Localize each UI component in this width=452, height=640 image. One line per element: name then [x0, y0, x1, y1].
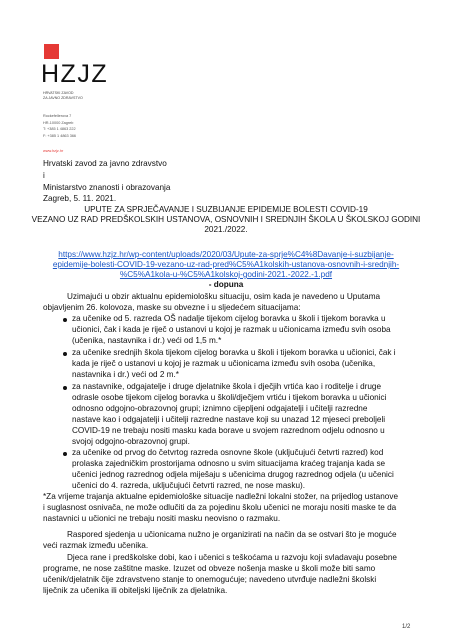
source-url-text[interactable]: https://www.hzjz.hr/wp-content/uploads/2020/03/Upute-za-sprje%C4%8Davanje-i-suzbijanje- [58, 250, 394, 259]
institution-subtitle [43, 91, 83, 100]
address-block [43, 113, 76, 139]
subtitle-line: HRVATSKI ZAVOD [43, 91, 74, 95]
intro-line: Uzimajući u obzir aktualnu epidemiološku situaciju, osim kada je navedeno u Uputama [67, 292, 381, 301]
bullet-line: učionici, čak i kada je riječ o ustanovi u kojoj je razmak u učionicama između svih osoba [72, 325, 391, 334]
bullet-dot [63, 352, 67, 356]
document-date: Zagreb, 5. 11. 2021. [43, 194, 117, 203]
bullet-dot [63, 386, 67, 390]
bullet-dot [63, 452, 67, 456]
paragraph-line: Raspored sjedenja u učionicama nužno je organizirati na način da se ostvari što je moguće [67, 530, 397, 539]
source-url-line[interactable] [30, 250, 422, 260]
dopuna-label [0, 280, 452, 290]
paragraph-line: učenik/djelatnik čije zdravstveno stanje to onemogućuje; navedeno utvrđuje nadležni školski [43, 575, 377, 584]
logo-red-square [44, 44, 59, 59]
source-url-text[interactable]: epidemije-bolesti-COVID-19-vezano-uz-rad-pred%C5%A1kolskih-ustanova-osnovnih-i-srednjih- [52, 260, 400, 269]
paragraph-line: programe, ne nose zaštitne maske. Izuzet od obveze nošenja maske u školi može biti samo [43, 564, 376, 573]
bullet-line: kada je riječ o ustanovi u kojoj je razmak u učionicama između svih osoba (učenika, [72, 359, 376, 368]
source-url-line[interactable] [30, 270, 422, 280]
source-url-text[interactable]: %C5%A1kola-u-%C5%A1kolskoj-godini-2021.-2022.-1.pdf [119, 270, 333, 279]
address-line: Rockefellerova 7 [43, 114, 72, 118]
dopuna-text: - dopuna [208, 280, 244, 289]
source-url-line[interactable] [30, 260, 422, 270]
bullet-line: učenici do 4. razreda, uključujući četvrti razred, ne nose masku). [72, 481, 305, 490]
subtitle-line: ZA JAVNO ZDRAVSTVO [43, 95, 83, 100]
address-line: HR-10000 Zagreb [43, 120, 74, 125]
recipient-line: i [43, 171, 45, 180]
bullet-line: nastavnika i dr.) veći od 2 m.* [72, 370, 179, 379]
bullet-line: COVID-19 ne trebaju nositi masku kada borave u svojem razrednom odjelu odnosno u [72, 426, 385, 435]
recipient-line: Ministarstvo znanosti i obrazovanja [43, 183, 171, 192]
address-line: F: +385 1 4863 366 [43, 133, 77, 138]
note-line: *Za vrijeme trajanja aktualne epidemiološke situacije nadležni lokalni stožer, na prijedlog ustanove [43, 492, 398, 501]
bullet-line: svojoj odgojno-obrazovnoj grupi. [72, 437, 190, 446]
bullet-line: za nastavnike, odgajatelje i druge djelatnike škola i dječjih vrtića kao i roditelje i druge [72, 382, 382, 391]
bullet-line: odnosno odgojno-obrazovnoj grupi; iznimno cijepljeni odgajatelji i učitelji razredne [72, 404, 368, 413]
note-line: i suglasnost osnivača, ne može odlučiti da za pojedinu školu učenici ne moraju nositi maske te da [43, 503, 397, 512]
bullet-dot [63, 318, 67, 322]
bullet-line: prolaska zajedničkim prostorijama odnosno u svim situacijama kraćeg trajanja kada se [72, 459, 386, 468]
bullet-line: za učenike srednjih škola tijekom cijelog boravka u školi i tijekom boravka u učionici, čak i [72, 348, 396, 357]
intro-line: objavljenim 26. kolovoza, maske su obvezne i u sljedećem situacijama: [43, 303, 301, 312]
bullet-line: za učenike od 5. razreda OŠ nadalje tijekom cijelog boravka u školi i tijekom boravka u [72, 314, 386, 323]
paragraph-line: liječnik za učenika ili obiteljski liječnik za djelatnika. [43, 586, 228, 595]
document-title-line: VEZANO UZ RAD PREDŠKOLSKIH USTANOVA, OSNOVNIH I SREDNJIH ŠKOLA U ŠKOLSKOJ GODINI [31, 215, 421, 224]
document-title-line: 2021./2022. [204, 225, 248, 234]
address-line: T: +385 1 4863 222 [43, 127, 76, 132]
page-number: 1/2 [402, 624, 411, 630]
document-title-line: UPUTE ZA SPRJEČAVANJE I SUZBIJANJE EPIDEMIJE BOLESTI COVID-19 [84, 205, 368, 214]
recipient-line: Hrvatski zavod za javno zdravstvo [43, 159, 167, 168]
bullet-line: odrasle osobe tijekom cijelog boravka u školi/dječjem vrtiću i tijekom boravka u učionici [72, 393, 387, 402]
paragraph-line: Djeca rane i predškolske dobi, kao i učenici s teškoćama u razvoju koji svladavaju posebne [67, 553, 397, 562]
bullet-line: za učenike od prvog do četvrtog razreda osnovne škole (uključujući četvrti razred) kod [72, 448, 384, 457]
bullet-line: učenici jednog razrednog odjela miješaju s učenicima drugog razrednog odjela (u učenici [72, 470, 394, 479]
paragraph-line: veći razmak između učenika. [43, 541, 149, 550]
website-link[interactable]: www.hzjz.hr [43, 149, 64, 153]
bullet-line: nastave kao i odgajatelji i učitelji razredne nastave koji su unazad 12 mjeseci preboljeli [72, 415, 386, 424]
logo-wordmark: HZJZ [41, 60, 109, 88]
note-line: nastavnici u učionici ne trebaju nositi masku neovisno o razmaku. [43, 514, 281, 523]
bullet-line: (učenika, nastavnika i dr.) veći od 1,5 m.* [72, 336, 222, 345]
